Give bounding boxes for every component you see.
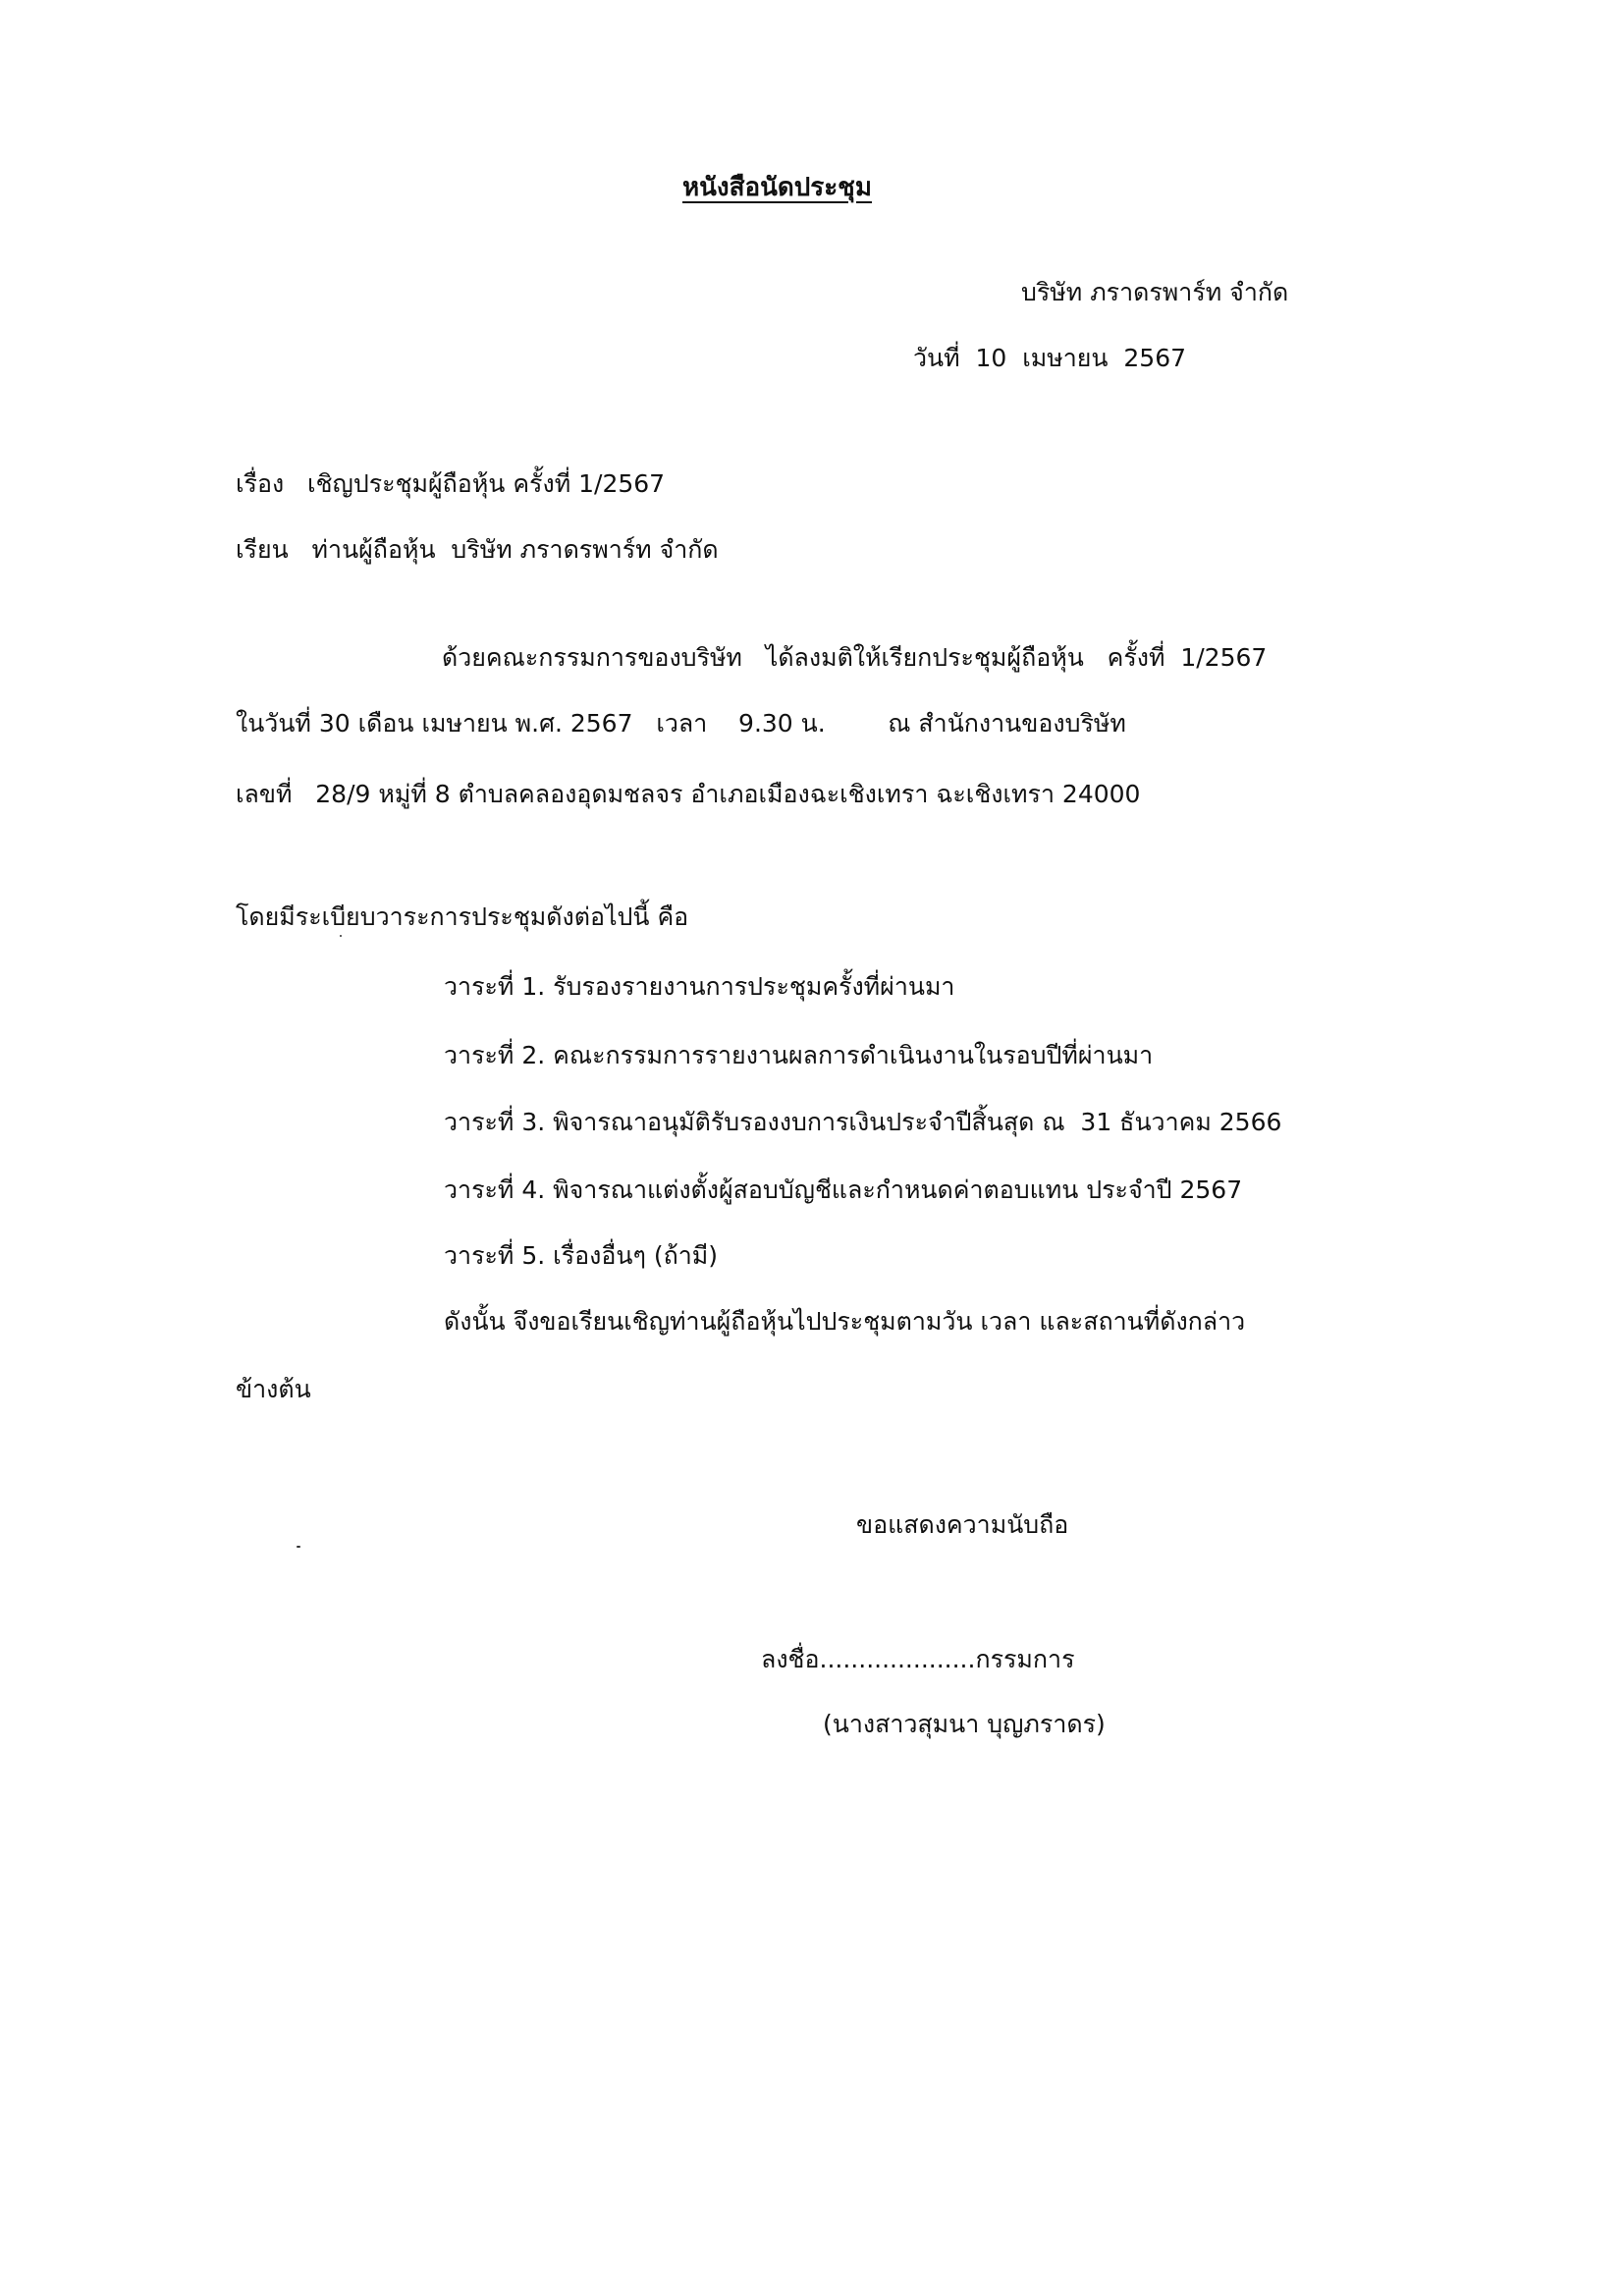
- signer-name: (นางสาวสุมนา บุญภราดร): [823, 1710, 1106, 1738]
- closing-line-1: ดังนั้น จึงขอเรียนเชิญท่านผู้ถือหุ้นไปประชุมตามวัน เวลา และสถานที่ดังกล่าว: [444, 1307, 1246, 1336]
- scan-speck: [297, 1546, 300, 1548]
- regards: ขอแสดงความนับถือ: [856, 1510, 1069, 1539]
- body-line-1: ด้วยคณะกรรมการของบริษัท ได้ลงมติให้เรียกประชุมผู้ถือหุ้น ครั้งที่ 1/2567: [442, 643, 1268, 672]
- closing-line-2: ข้างต้น: [236, 1375, 311, 1403]
- scan-speck: [340, 935, 342, 937]
- agenda-intro: โดยมีระเบียบวาระการประชุมดังต่อไปนี้ คือ: [236, 902, 689, 931]
- recipient-line: เรียน ท่านผู้ถือหุ้น บริษัท ภราดรพาร์ท จำกัด: [236, 535, 719, 564]
- document-date: วันที่ 10 เมษายน 2567: [913, 344, 1187, 372]
- signature-line: ลงชื่อ....................กรรมการ: [761, 1645, 1075, 1673]
- company-name: บริษัท ภราดรพาร์ท จำกัด: [1021, 278, 1289, 306]
- body-line-2: ในวันที่ 30 เดือน เมษายน พ.ศ. 2567 เวลา 9.30 น. ณ สำนักงานของบริษัท: [236, 709, 1126, 738]
- body-line-3: เลขที่ 28/9 หมู่ที่ 8 ตำบลคลองอุดมชลจร อำเภอเมืองฉะเชิงเทรา ฉะเชิงเทรา 24000: [236, 780, 1141, 808]
- agenda-item: วาระที่ 1. รับรองรายงานการประชุมครั้งที่ผ่านมา: [444, 972, 955, 1001]
- page-title: หนังสือนัดประชุม: [682, 173, 872, 202]
- agenda-item: วาระที่ 2. คณะกรรมการรายงานผลการดำเนินงานในรอบปีที่ผ่านมา: [444, 1041, 1154, 1069]
- agenda-item: วาระที่ 3. พิจารณาอนุมัติรับรองงบการเงินประจำปีสิ้นสุด ณ 31 ธันวาคม 2566: [444, 1108, 1282, 1136]
- agenda-item: วาระที่ 5. เรื่องอื่นๆ (ถ้ามี): [444, 1241, 718, 1270]
- agenda-item: วาระที่ 4. พิจารณาแต่งตั้งผู้สอบบัญชีและกำหนดค่าตอบแทน ประจำปี 2567: [444, 1175, 1243, 1204]
- subject-line: เรื่อง เชิญประชุมผู้ถือหุ้น ครั้งที่ 1/2567: [236, 469, 666, 498]
